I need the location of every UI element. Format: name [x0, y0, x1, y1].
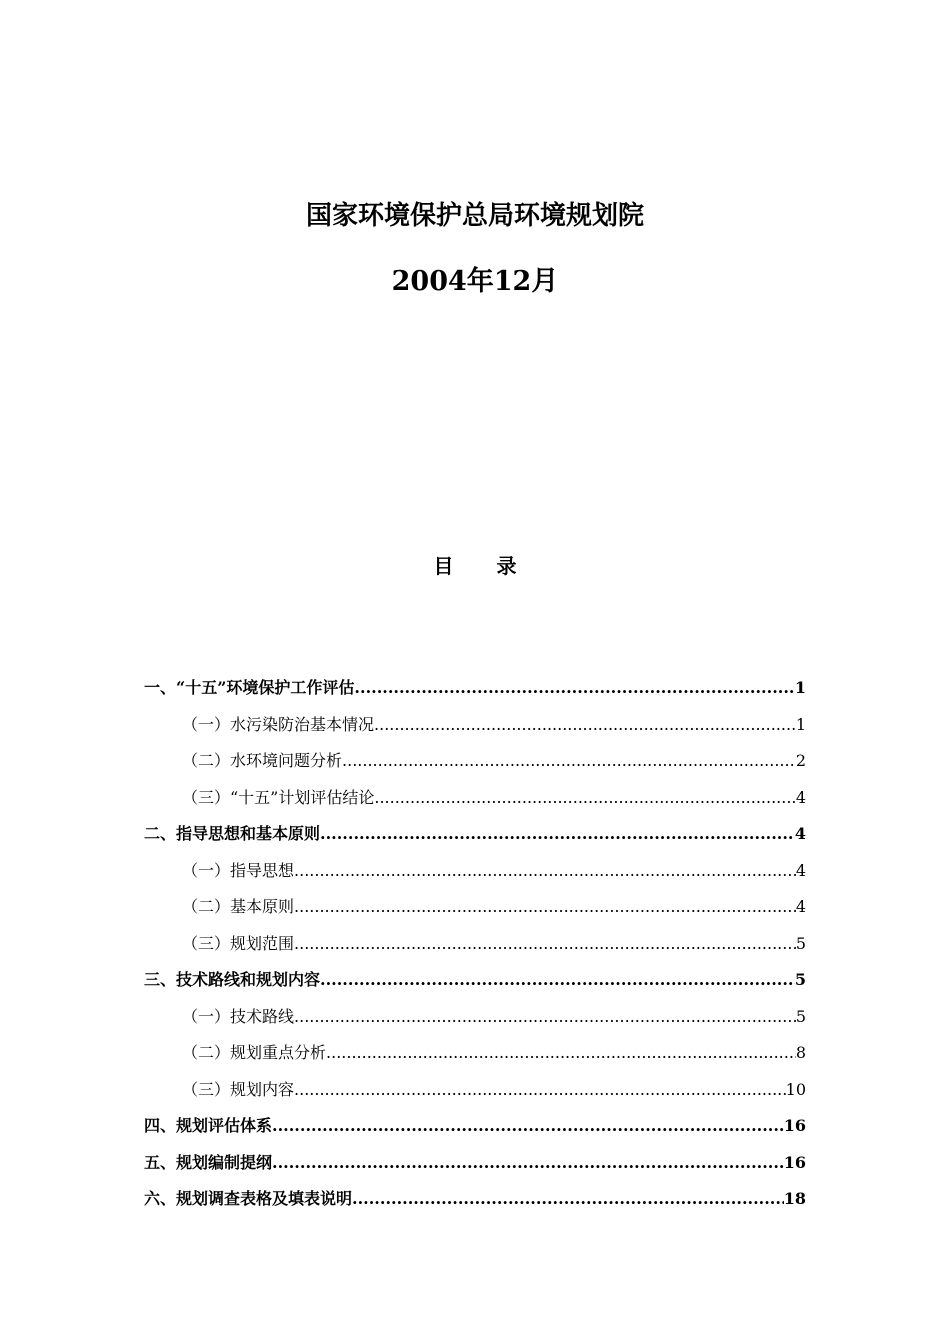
toc-entry-label: （二）基本原则 [182, 897, 295, 916]
toc-entry-page: 10 [785, 1079, 806, 1099]
toc-entry[interactable] [144, 889, 806, 926]
toc-leader-dots [374, 707, 796, 744]
toc-entry-page: 5 [795, 933, 806, 953]
toc-entry-page: 4 [794, 824, 806, 843]
toc-leader-dots [294, 853, 796, 890]
toc-entry[interactable] [144, 780, 806, 817]
toc-leader-dots [294, 926, 796, 963]
toc-entry[interactable] [144, 926, 806, 963]
toc-leader-dots [272, 1145, 784, 1182]
toc-entry[interactable] [144, 816, 806, 853]
toc-leader-dots [320, 962, 795, 999]
toc-entry[interactable] [144, 1181, 806, 1218]
toc-entry[interactable] [144, 743, 806, 780]
toc-entry-page: 2 [795, 751, 806, 770]
toc-entry-page: 8 [795, 1043, 806, 1062]
toc-entry-page: 4 [795, 860, 806, 880]
toc-entry[interactable] [144, 1072, 806, 1109]
document-date: 2004年12月 [391, 266, 559, 297]
toc-entry-label: （一）技术路线 [182, 1006, 295, 1026]
toc-entry-page: 1 [795, 714, 806, 734]
toc-leader-dots [352, 1181, 784, 1218]
toc-entry-page: 16 [783, 1152, 806, 1172]
toc-entry-label: 三、技术路线和规划内容 [144, 970, 321, 989]
toc-entry-label: 二、指导思想和基本原则 [144, 824, 321, 843]
toc-entry[interactable] [144, 853, 806, 890]
toc-entry-label: 四、规划评估体系 [144, 1116, 273, 1135]
toc-entry-label: （一）水污染防治基本情况 [182, 714, 375, 734]
toc-entry-label: （二）规划重点分析 [182, 1043, 327, 1062]
toc-entry[interactable] [144, 1145, 806, 1182]
toc-leader-dots [342, 743, 796, 780]
toc-leader-dots [374, 780, 795, 817]
toc-entry-page: 5 [794, 970, 806, 989]
toc-leader-dots [294, 889, 796, 926]
toc-heading: 目 录 [433, 554, 535, 578]
toc-entry-label: 五、规划编制提纲 [144, 1152, 273, 1172]
toc-entry-label: 六、规划调查表格及填表说明 [144, 1189, 353, 1208]
toc-entry[interactable] [144, 707, 806, 744]
toc-leader-dots [294, 1072, 786, 1109]
toc-entry[interactable] [144, 962, 806, 999]
toc-leader-dots [326, 1035, 796, 1072]
toc-leader-dots [320, 816, 795, 853]
toc-entry-page: 16 [783, 1116, 806, 1135]
toc-entry-label: （三）“十五”计划评估结论 [182, 787, 375, 807]
toc-entry-page: 18 [783, 1189, 806, 1208]
toc-entry[interactable] [144, 1035, 806, 1072]
toc-entry[interactable] [144, 670, 806, 707]
toc-leader-dots [272, 1108, 784, 1145]
toc-entry-label: （二）水环境问题分析 [182, 751, 343, 770]
toc-entry-label: （三）规划内容 [182, 1079, 295, 1099]
toc-entry-page: 4 [795, 897, 806, 916]
toc-entry-label: （一）指导思想 [182, 860, 295, 880]
toc-entry-page: 5 [795, 1006, 806, 1026]
toc-entry-label: （三）规划范围 [182, 933, 295, 953]
table-of-contents [144, 670, 806, 1218]
toc-entry[interactable] [144, 999, 806, 1036]
toc-entry[interactable] [144, 1108, 806, 1145]
toc-entry-page: 4 [795, 787, 806, 807]
toc-leader-dots [294, 999, 796, 1036]
organization-title: 国家环境保护总局环境规划院 [305, 201, 644, 231]
toc-entry-label: 一、“十五”环境保护工作评估 [144, 678, 355, 697]
toc-leader-dots [354, 670, 794, 707]
toc-entry-page: 1 [794, 678, 806, 697]
